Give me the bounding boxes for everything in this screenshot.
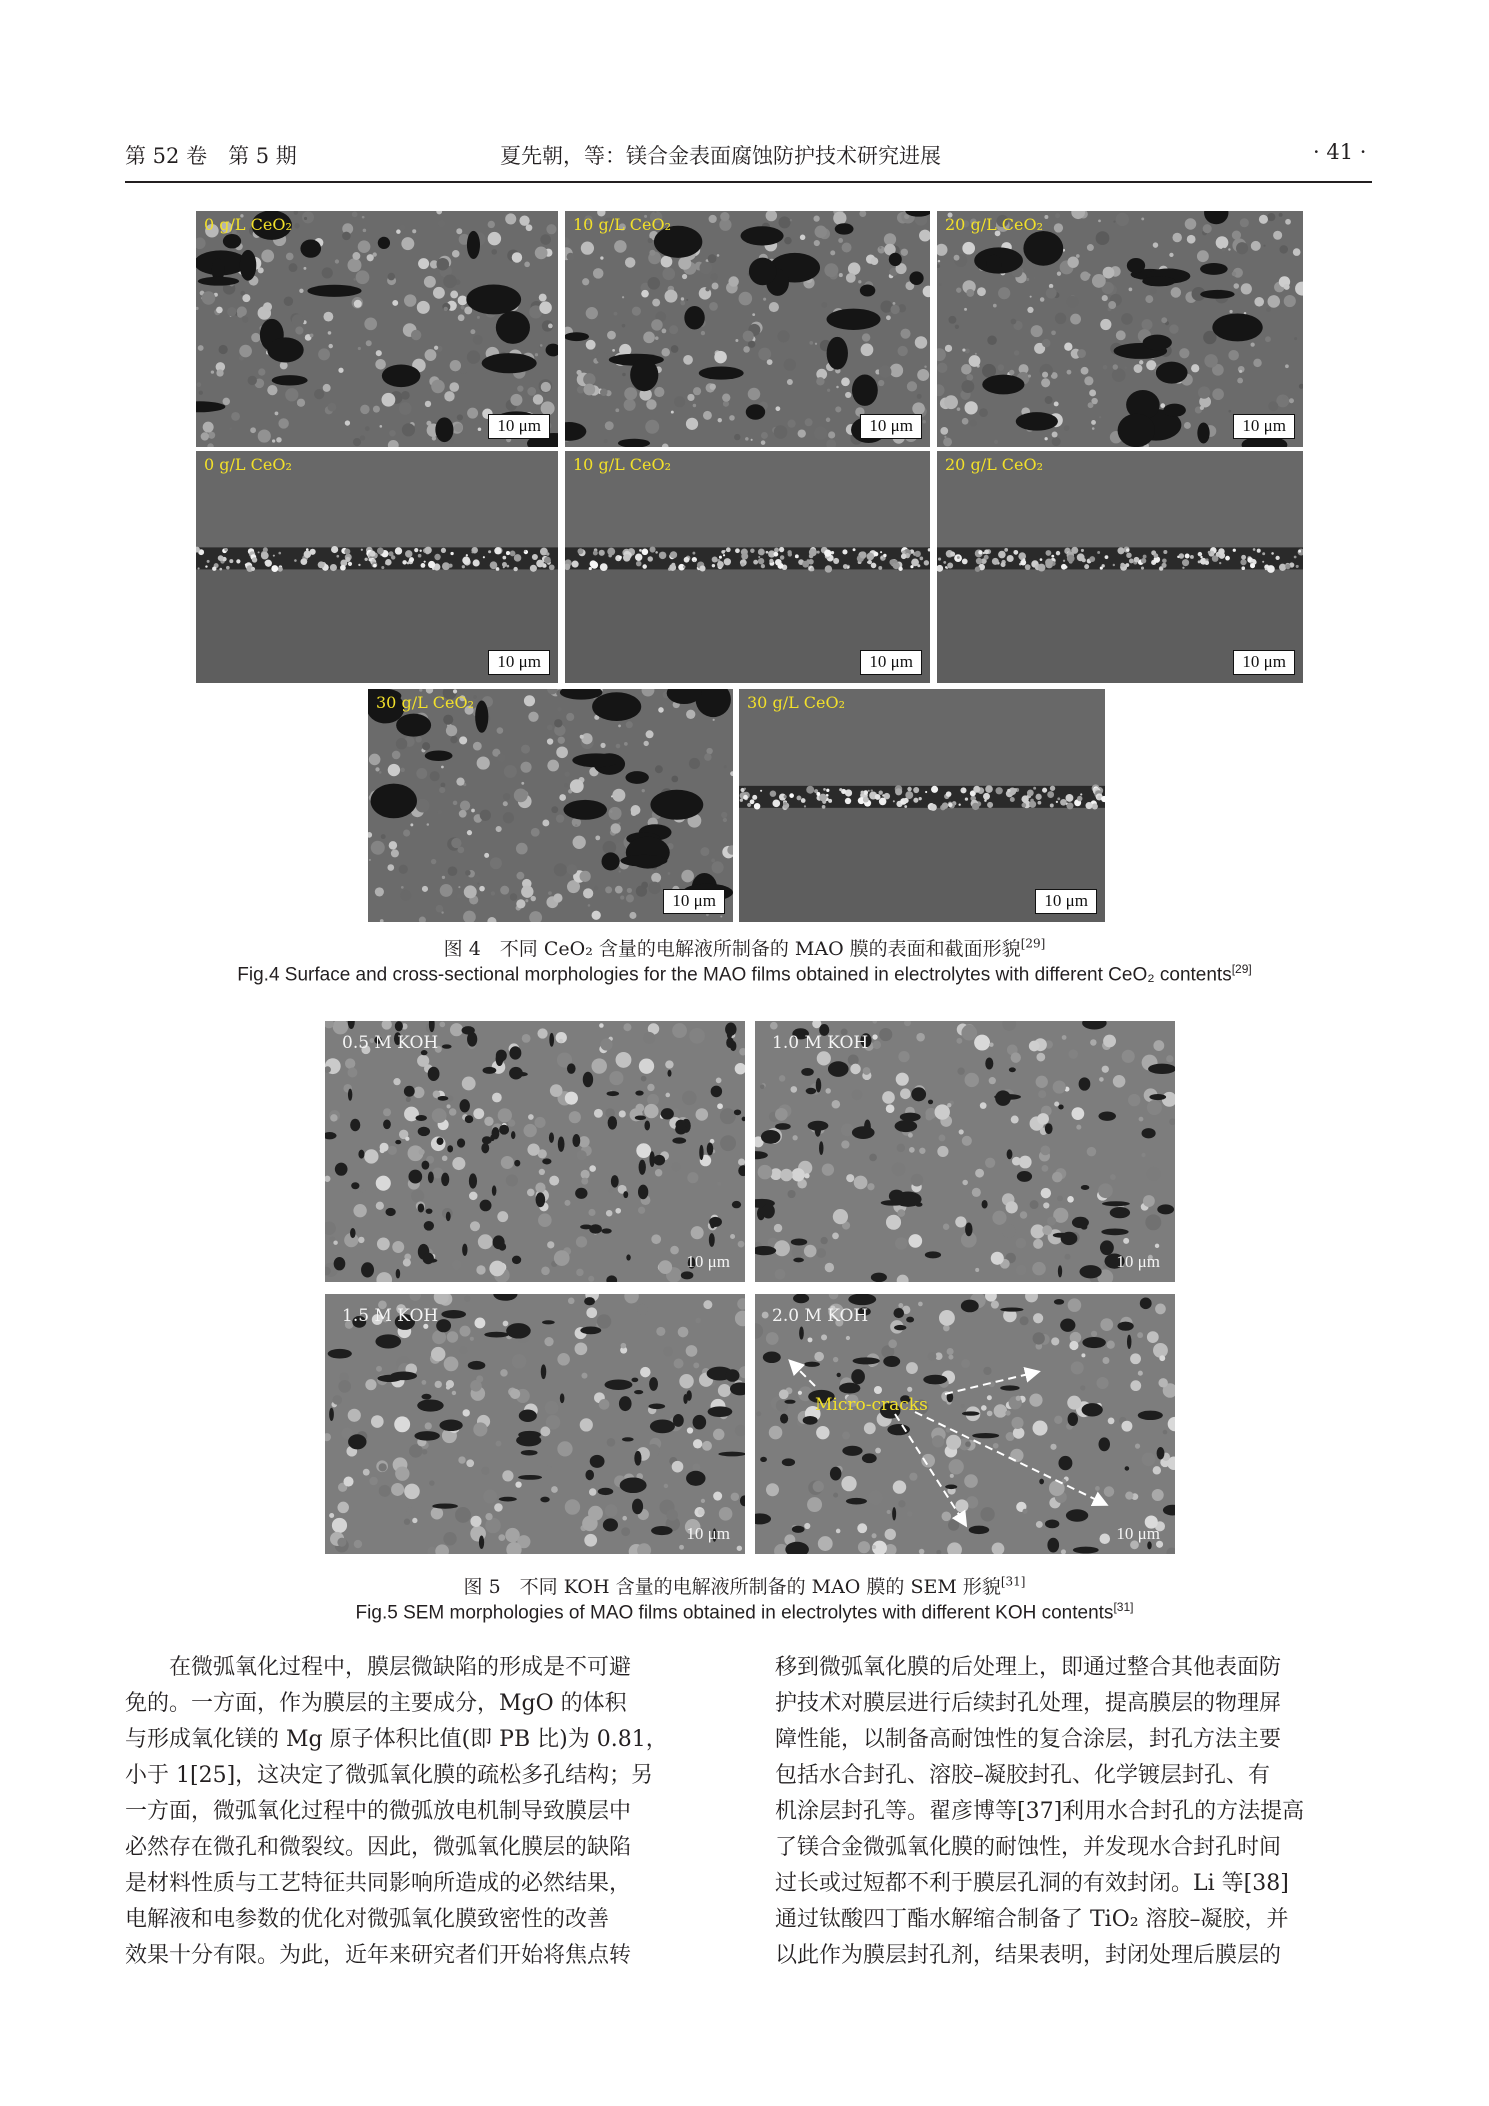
fig4-caption-en: Fig.4 Surface and cross-sectional morphologies for the MAO films obtained in electrolytes with different CeO₂ contents[29]: [237, 962, 1252, 986]
micrograph-image: [368, 689, 733, 922]
scale-bar: 10 μm: [488, 414, 550, 439]
scale-bar: 10 μm: [686, 1252, 730, 1271]
header-rule: [125, 181, 1372, 183]
fig5-panel: [755, 1021, 1175, 1282]
fig4-caption-cn: 图 4 不同 CeO₂ 含量的电解液所制备的 MAO 膜的表面和截面形貌[29]: [443, 936, 1046, 960]
scale-bar: 10 μm: [1116, 1524, 1160, 1543]
body-line: 效果十分有限。为此，近年来研究者们开始将焦点转: [125, 1943, 632, 1968]
body-line: 包括水合封孔、溶胶–凝胶封孔、化学镀层封孔、有: [775, 1763, 1271, 1788]
body-line: 护技术对膜层进行后续封孔处理，提高膜层的物理屏: [775, 1691, 1282, 1716]
scale-bar: 10 μm: [488, 650, 550, 675]
scale-bar: 10 μm: [686, 1524, 730, 1543]
micrograph-image: [937, 211, 1303, 447]
scale-bar: 10 μm: [663, 889, 725, 914]
scale-bar: 10 μm: [1116, 1252, 1160, 1271]
fig5-caption-en: Fig.5 SEM morphologies of MAO films obtained in electrolytes with different KOH contents[31]: [355, 1600, 1134, 1624]
scale-bar: 10 μm: [1035, 889, 1097, 914]
micro-cracks-arrows: [755, 1294, 1175, 1554]
fig4-panel-cross-section: [565, 451, 930, 683]
fig4-panel-cross-section: [196, 451, 558, 683]
micrograph-image: [739, 689, 1105, 922]
micrograph-image: [565, 211, 930, 447]
body-left-column: [125, 1650, 690, 1974]
fig4-panel-surface: [196, 211, 558, 447]
body-line: 与形成氧化镁的 Mg 原子体积比值(即 PB 比)为 0.81，: [125, 1727, 668, 1752]
panel-label: 2.0 M KOH: [772, 1306, 869, 1326]
fig4-panel-surface: [565, 211, 930, 447]
panel-label: 10 g/L CeO₂: [573, 455, 672, 474]
micrograph-image: [755, 1021, 1175, 1282]
body-line: 一方面，微弧氧化过程中的微弧放电机制导致膜层中: [125, 1799, 632, 1824]
panel-label: 1.0 M KOH: [772, 1033, 869, 1053]
body-line: 是材料性质与工艺特征共同影响所造成的必然结果，: [125, 1871, 632, 1896]
panel-label: 30 g/L CeO₂: [376, 693, 475, 712]
fig4-panel-surface: [937, 211, 1303, 447]
body-line: 免的。一方面，作为膜层的主要成分，MgO 的体积: [125, 1691, 627, 1716]
micrograph-image: [565, 451, 930, 683]
body-line: 以此作为膜层封孔剂，结果表明，封闭处理后膜层的: [775, 1943, 1282, 1968]
body-line: 移到微弧氧化膜的后处理上，即通过整合其他表面防: [775, 1655, 1282, 1680]
fig4-panel-surface: [368, 689, 733, 922]
fig5-caption-cn: 图 5 不同 KOH 含量的电解液所制备的 MAO 膜的 SEM 形貌[31]: [463, 1574, 1026, 1598]
scale-bar: 10 μm: [1233, 650, 1295, 675]
body-line: 了镁合金微弧氧化膜的耐蚀性，并发现水合封孔时间: [775, 1835, 1282, 1860]
fig5-panel: [325, 1021, 745, 1282]
panel-label: 0 g/L CeO₂: [204, 215, 292, 234]
micrograph-image: [196, 451, 558, 683]
scale-bar: 10 μm: [1233, 414, 1295, 439]
body-line: 障性能，以制备高耐蚀性的复合涂层，封孔方法主要: [775, 1727, 1282, 1752]
panel-label: 10 g/L CeO₂: [573, 215, 672, 234]
panel-label: 1.5 M KOH: [342, 1306, 439, 1326]
body-line: 在微弧氧化过程中，膜层微缺陷的形成是不可避: [169, 1655, 632, 1680]
micrograph-image: [325, 1294, 745, 1554]
micrograph-image: [937, 451, 1303, 683]
header-page-number: · 41 ·: [1313, 140, 1367, 164]
header-volume-issue: 第 52 卷 第 5 期: [125, 144, 297, 168]
fig4-panel-cross-section: [937, 451, 1303, 683]
panel-label: 0 g/L CeO₂: [204, 455, 292, 474]
body-right-column: [775, 1650, 1340, 1974]
micro-cracks-label: Micro-cracks: [815, 1395, 928, 1415]
body-line: 过长或过短都不利于膜层孔洞的有效封闭。Li 等[38]: [775, 1871, 1289, 1896]
header-title: 夏先朝，等：镁合金表面腐蚀防护技术研究进展: [500, 144, 941, 168]
micrograph-image: [325, 1021, 745, 1282]
panel-label: 20 g/L CeO₂: [945, 455, 1044, 474]
scale-bar: 10 μm: [860, 650, 922, 675]
body-line: 必然存在微孔和微裂纹。因此，微弧氧化膜层的缺陷: [125, 1835, 632, 1860]
micrograph-image: [196, 211, 558, 447]
panel-label: 30 g/L CeO₂: [747, 693, 846, 712]
body-line: 电解液和电参数的优化对微弧氧化膜致密性的改善: [125, 1907, 610, 1932]
panel-label: 0.5 M KOH: [342, 1033, 439, 1053]
body-line: 机涂层封孔等。翟彦博等[37]利用水合封孔的方法提高: [775, 1799, 1305, 1824]
body-line: 通过钛酸四丁酯水解缩合制备了 TiO₂ 溶胶–凝胶，并: [775, 1907, 1289, 1932]
panel-label: 20 g/L CeO₂: [945, 215, 1044, 234]
scale-bar: 10 μm: [860, 414, 922, 439]
body-line: 小于 1[25]，这决定了微弧氧化膜的疏松多孔结构；另: [125, 1763, 654, 1788]
fig5-panel: [325, 1294, 745, 1554]
fig4-panel-cross-section: [739, 689, 1105, 922]
